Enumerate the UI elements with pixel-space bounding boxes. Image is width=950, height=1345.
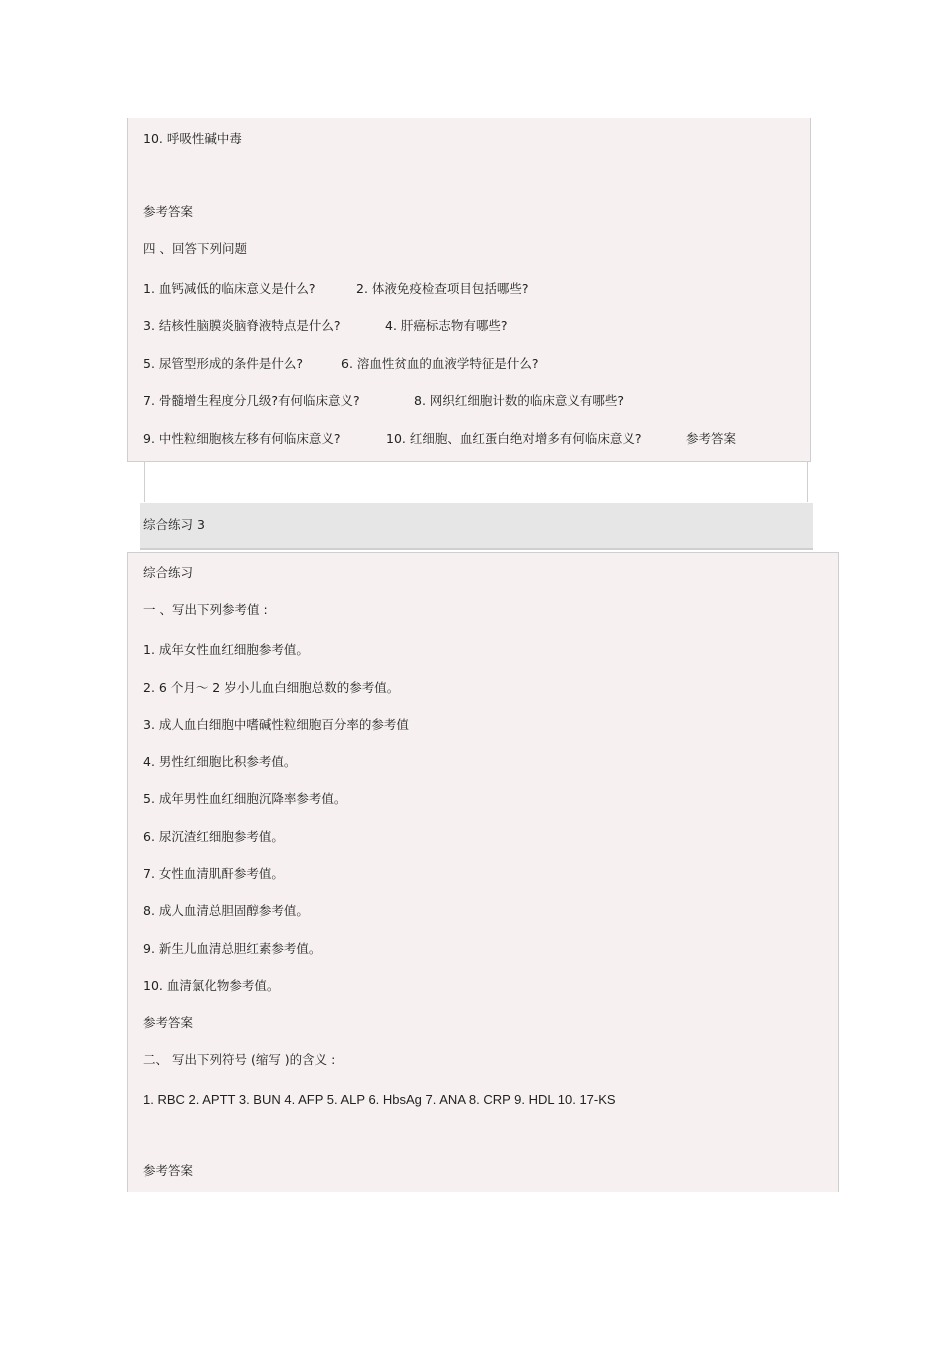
reference-answer-link[interactable]: 参考答案	[143, 1015, 194, 1030]
list-item: 5. 成年男性血红细胞沉降率参考值。	[143, 791, 347, 806]
section-two-heading: 二、 写出下列符号 (缩写 )的含义 :	[143, 1052, 336, 1067]
question-10: 10. 红细胞、血红蛋白绝对增多有何临床意义?	[386, 431, 642, 446]
list-item: 4. 男性红细胞比积参考值。	[143, 754, 297, 769]
list-item: 1. 成年女性血红细胞参考值。	[143, 642, 309, 657]
list-item: 3. 成人血白细胞中嗜碱性粒细胞百分率的参考值	[143, 717, 409, 732]
list-item: 10. 血清氯化物参考值。	[143, 978, 280, 993]
list-item: 2. 6 个月～ 2 岁小儿血白细胞总数的参考值。	[143, 680, 400, 695]
abbreviation-list: 1. RBC 2. APTT 3. BUN 4. AFP 5. ALP 6. HbsAg 7. ANA 8. CRP 9. HDL 10. 17-KS	[143, 1092, 616, 1107]
reference-answer-link[interactable]: 参考答案	[143, 204, 194, 219]
exercise-title: 综合练习	[143, 565, 194, 580]
list-item: 7. 女性血清肌酐参考值。	[143, 866, 284, 881]
question-5: 5. 尿管型形成的条件是什么?	[143, 356, 304, 371]
reference-answer-link[interactable]: 参考答案	[686, 431, 737, 446]
question-6: 6. 溶血性贫血的血液学特征是什么?	[341, 356, 539, 371]
question-4: 4. 肝癌标志物有哪些?	[385, 318, 508, 333]
question-9: 9. 中性粒细胞核左移有何临床意义?	[143, 431, 341, 446]
section-title: 综合练习 3	[143, 517, 205, 532]
section-one-heading: 一 、写出下列参考值 :	[143, 602, 268, 617]
question-3: 3. 结核性脑膜炎脑脊液特点是什么?	[143, 318, 341, 333]
reference-answer-link[interactable]: 参考答案	[143, 1163, 194, 1178]
list-item: 9. 新生儿血清总胆红素参考值。	[143, 941, 322, 956]
section-header-bar	[140, 503, 813, 550]
question-8: 8. 网织红细胞计数的临床意义有哪些?	[414, 393, 625, 408]
list-item: 6. 尿沉渣红细胞参考值。	[143, 829, 284, 844]
panel-gap	[144, 462, 808, 502]
section-four-heading: 四 、回答下列问题	[143, 241, 247, 256]
question-2: 2. 体液免疫检查项目包括哪些?	[356, 281, 529, 296]
list-item: 8. 成人血清总胆固醇参考值。	[143, 903, 309, 918]
question-7: 7. 骨髓增生程度分几级?有何临床意义?	[143, 393, 360, 408]
item-10-respiratory-alkalosis: 10. 呼吸性碱中毒	[143, 131, 242, 146]
question-1: 1. 血钙减低的临床意义是什么?	[143, 281, 316, 296]
